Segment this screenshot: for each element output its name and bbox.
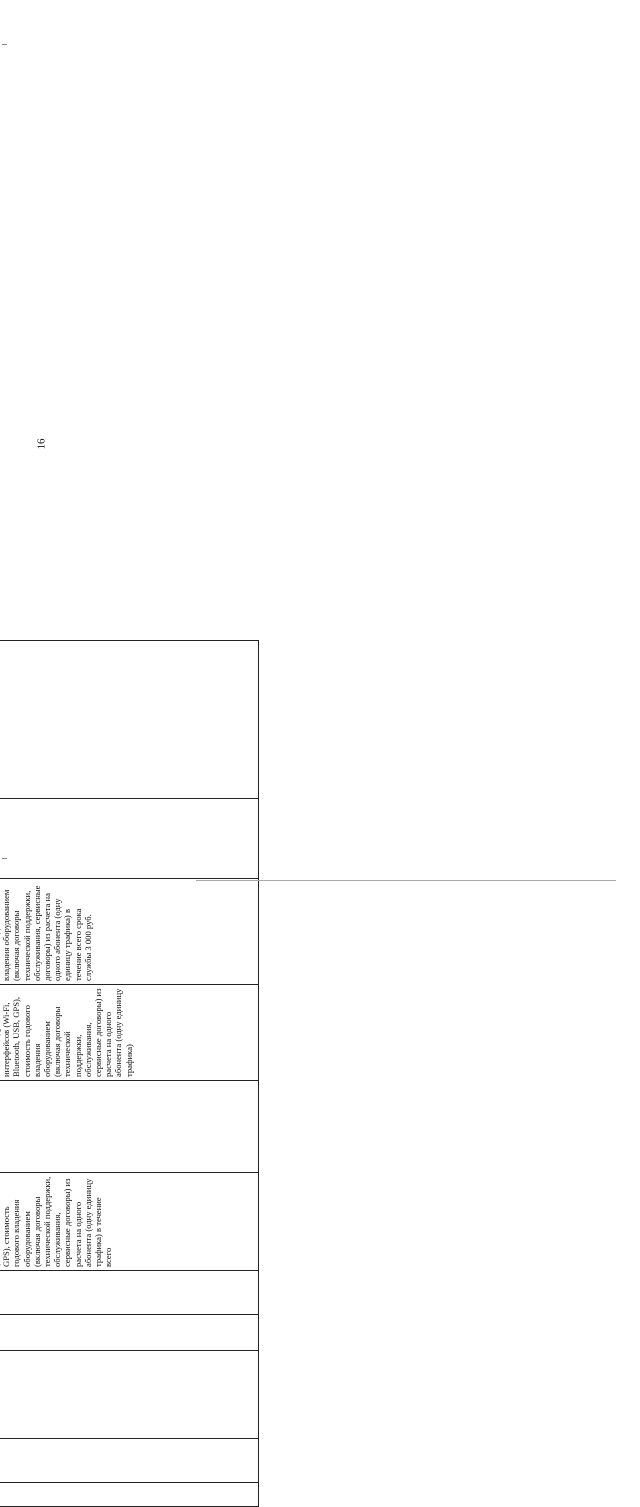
row-okpd — [0, 1439, 259, 1483]
row-deviation — [0, 798, 259, 878]
row-committee-value: владения оборудованием (включая договоры технической поддержки, обслуживания, сервисные договоры) из расчета на одного абонента (одну единицу трафика) в течение всего срока службы 3 000 руб. — [0, 878, 259, 984]
margin-tick — [2, 44, 7, 45]
row-admin-characteristic: GPS), стоимость годового владения оборудованием (включая договоры технической поддержки, обслуживания, сервисные договоры) из расчета на одного абонента (одну единицу трафика) в течение всего — [0, 1173, 259, 1271]
row-num — [0, 1483, 259, 1507]
row-committee-characteristic: интерфейсов (Wi-Fi, Bluetooth, USB, GPS), стоимость годового владения оборудованием (включая договоры технической поддержки, обслуживания, сервисные договоры) из расчета на одного абонента (одну единицу трафика) — [0, 984, 259, 1080]
page-bottom-rule — [196, 880, 616, 881]
row-admin-value — [0, 1080, 259, 1172]
row-functional — [0, 640, 259, 798]
row-okei — [0, 1315, 259, 1351]
page-number: 16 — [35, 438, 48, 450]
table-row — [0, 640, 259, 1506]
requirements-table — [0, 640, 259, 1507]
row-name — [0, 1351, 259, 1439]
row-unit-name — [0, 1271, 259, 1315]
rotated-table-wrapper — [0, 641, 259, 1507]
